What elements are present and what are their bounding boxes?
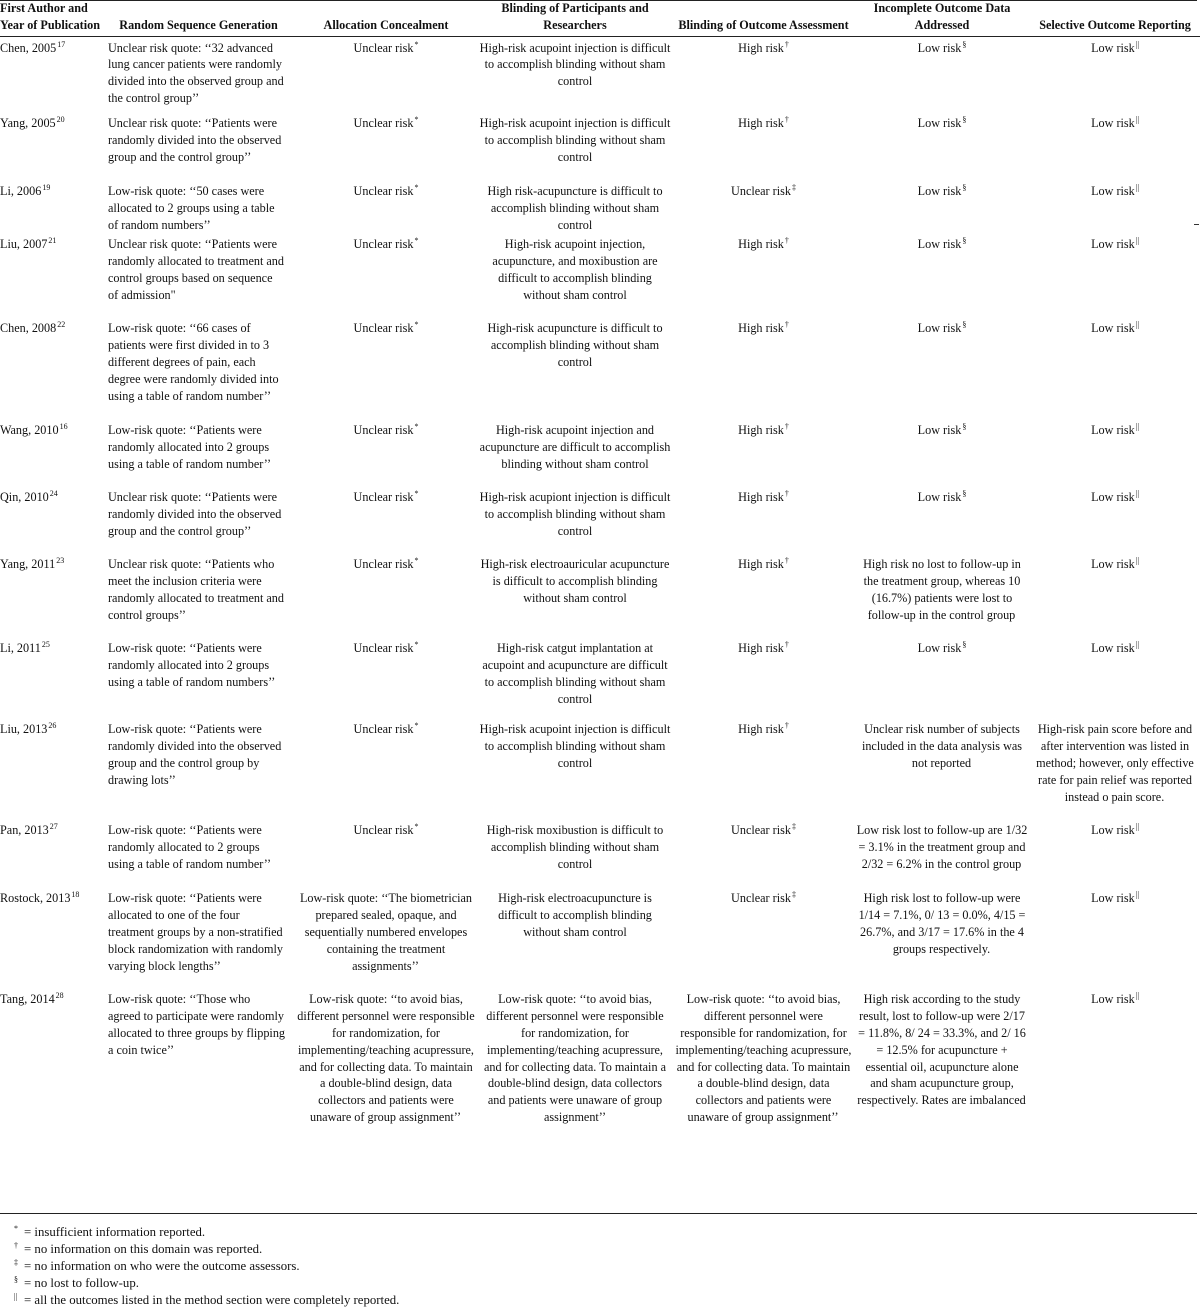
- incomplete-data-cell-footnote-mark: §: [962, 320, 967, 330]
- allocation-cell-text: Unclear risk: [353, 490, 414, 505]
- blinding-participants-cell: [477, 112, 673, 180]
- selective-reporting-cell-footnote-mark: ||: [1135, 236, 1139, 246]
- blinding-outcome-cell-text: High risk: [738, 557, 784, 572]
- allocation-cell-text: Unclear risk: [353, 184, 414, 199]
- header-selective-reporting: Selective Outcome Reporting: [1030, 0, 1200, 36]
- blinding-outcome-cell: [673, 36, 854, 112]
- incomplete-data-cell: [854, 887, 1030, 988]
- allocation-cell-footnote-mark: *: [414, 556, 419, 566]
- blinding-outcome-cell: [673, 419, 854, 486]
- blinding-outcome-cell-text: High risk: [738, 490, 784, 505]
- allocation-cell-text: Unclear risk: [353, 722, 414, 737]
- footnote-1: * = insufficient information reported.: [14, 1224, 206, 1239]
- blinding-participants-cell: [477, 233, 673, 317]
- author-cell-text: Wang, 2010: [0, 423, 59, 438]
- random-sequence-cell: [102, 718, 295, 819]
- allocation-cell-footnote-mark: *: [414, 115, 419, 125]
- author-cell-footnote-mark: 28: [55, 991, 64, 1001]
- blinding-outcome-cell: [673, 718, 854, 819]
- random-sequence-cell: [102, 819, 295, 887]
- author-cell-text: Yang, 2005: [0, 116, 56, 131]
- stray-dash-mark: [1194, 224, 1199, 225]
- author-cell-footnote-mark: 25: [41, 640, 50, 650]
- blinding-outcome-cell-text: High risk: [738, 40, 784, 55]
- allocation-cell: [295, 180, 477, 233]
- blinding-outcome-cell-footnote-mark: ‡: [791, 890, 796, 900]
- allocation-cell-text: Low-risk quote: ‘‘The biometrician prepared sealed, opaque, and sequentially numbered envelopes containing the treatment assignments’’: [299, 891, 473, 973]
- random-sequence-cell: [102, 112, 295, 180]
- allocation-cell-text: Unclear risk: [353, 641, 414, 656]
- author-cell-text: Qin, 2010: [0, 490, 49, 505]
- footnote-3: ‡ = no information on who were the outcome assessors.: [14, 1258, 300, 1273]
- blinding-outcome-cell: [673, 112, 854, 180]
- incomplete-data-cell: [854, 718, 1030, 819]
- selective-reporting-cell-text: Low risk: [1091, 237, 1135, 252]
- allocation-cell-footnote-mark: *: [414, 236, 419, 246]
- author-cell-footnote-mark: 23: [56, 556, 65, 566]
- blinding-outcome-cell: [673, 233, 854, 317]
- blinding-outcome-cell-text: Unclear risk: [731, 891, 791, 906]
- random-sequence-cell: [102, 317, 295, 419]
- footnote-5: || = all the outcomes listed in the method section were completely reported.: [14, 1292, 400, 1307]
- allocation-cell-footnote-mark: *: [414, 489, 419, 499]
- header-incomplete-data: Incomplete Outcome Data Addressed: [854, 0, 1030, 36]
- incomplete-data-cell-text: Low risk: [917, 321, 962, 336]
- selective-reporting-cell-footnote-mark: ||: [1135, 556, 1139, 566]
- selective-reporting-cell-text: Low risk: [1091, 116, 1135, 131]
- selective-reporting-cell-footnote-mark: ||: [1135, 183, 1139, 193]
- blinding-outcome-cell-footnote-mark: †: [784, 556, 789, 566]
- blinding-outcome-cell-text: High risk: [738, 237, 784, 252]
- selective-reporting-cell-text: Low risk: [1091, 423, 1135, 438]
- selective-reporting-cell: [1030, 637, 1200, 718]
- blinding-outcome-cell-footnote-mark: ‡: [791, 183, 796, 193]
- author-cell: [0, 317, 102, 419]
- random-sequence-cell-text: Low-risk quote: ‘‘Patients were randomly divided into the observed group and the control group by drawing lots’’: [108, 722, 282, 787]
- allocation-cell-footnote-mark: *: [414, 721, 419, 731]
- selective-reporting-cell: [1030, 317, 1200, 419]
- selective-reporting-cell-footnote-mark: ||: [1135, 320, 1139, 330]
- selective-reporting-cell-footnote-mark: ||: [1135, 822, 1139, 832]
- selective-reporting-cell: [1030, 36, 1200, 112]
- author-cell: [0, 988, 102, 1172]
- blinding-outcome-cell-footnote-mark: †: [784, 489, 789, 499]
- allocation-cell-text: Unclear risk: [353, 557, 414, 572]
- blinding-outcome-cell-text: Unclear risk: [731, 184, 791, 199]
- blinding-participants-cell: [477, 317, 673, 419]
- author-cell: [0, 819, 102, 887]
- author-cell-text: Yang, 2011: [0, 557, 56, 572]
- blinding-participants-cell-text: High-risk acupoint injection is difficult to accomplish blinding without sham control: [479, 722, 671, 771]
- selective-reporting-cell: [1030, 819, 1200, 887]
- random-sequence-cell: [102, 233, 295, 317]
- blinding-outcome-cell-text: High risk: [738, 423, 784, 438]
- table-row: [0, 819, 1200, 887]
- allocation-cell: [295, 36, 477, 112]
- random-sequence-cell-text: Low-risk quote: ‘‘Patients were randomly allocated into 2 groups using a table of random number’’: [108, 423, 272, 472]
- incomplete-data-cell-text: Unclear risk number of subjects included in the data analysis was not reported: [861, 722, 1023, 771]
- blinding-participants-cell-text: High-risk electroauricular acupuncture is difficult to accomplish blinding without sham control: [480, 557, 670, 606]
- selective-reporting-cell: [1030, 486, 1200, 553]
- blinding-participants-cell: [477, 819, 673, 887]
- incomplete-data-cell-text: Low risk lost to follow-up are 1/32 = 3.1% in the treatment group and 2/32 = 6.2% in the control group: [856, 823, 1028, 872]
- allocation-cell-text: Unclear risk: [353, 823, 414, 838]
- allocation-cell-text: Unclear risk: [353, 237, 414, 252]
- random-sequence-cell-text: Unclear risk quote: ‘‘Patients were randomly divided into the observed group and the control group’’: [108, 490, 282, 539]
- allocation-cell: [295, 419, 477, 486]
- incomplete-data-cell: [854, 36, 1030, 112]
- selective-reporting-cell: [1030, 718, 1200, 819]
- incomplete-data-cell-text: Low risk: [917, 40, 962, 55]
- allocation-cell-footnote-mark: *: [414, 822, 419, 832]
- blinding-outcome-cell: [673, 553, 854, 637]
- author-cell-text: Liu, 2007: [0, 237, 48, 252]
- author-cell-footnote-mark: 21: [48, 236, 57, 246]
- author-cell-text: Liu, 2013: [0, 722, 48, 737]
- table-row: [0, 988, 1200, 1172]
- blinding-outcome-cell-footnote-mark: †: [784, 640, 789, 650]
- blinding-outcome-cell: [673, 988, 854, 1172]
- header-blinding-participants: Blinding of Participants and Researchers: [477, 0, 673, 36]
- selective-reporting-cell-footnote-mark: ||: [1135, 640, 1139, 650]
- random-sequence-cell-text: Low-risk quote: ‘‘Patients were randomly allocated into 2 groups using a table of random numbers’’: [108, 641, 276, 690]
- random-sequence-cell-text: Unclear risk quote: ‘‘Patients were randomly allocated to treatment and control groups based on sequence of admission": [108, 237, 284, 302]
- selective-reporting-cell-footnote-mark: ||: [1135, 489, 1139, 499]
- incomplete-data-cell: [854, 486, 1030, 553]
- incomplete-data-cell-text: Low risk: [917, 490, 962, 505]
- blinding-participants-cell-text: High risk-acupuncture is difficult to accomplish blinding without sham control: [487, 184, 663, 232]
- blinding-participants-cell-text: High-risk moxibustion is difficult to accomplish blinding without sham control: [486, 823, 664, 872]
- blinding-outcome-cell-footnote-mark: ‡: [791, 822, 796, 832]
- allocation-cell-text: Low-risk quote: ‘‘to avoid bias, different personnel were responsible for randomization, for implementing/teaching acupressure, and for collecting data. To maintain a double-blind design, data collectors and patients were unaware of group assignment’’: [297, 992, 475, 1125]
- table-row: [0, 486, 1200, 553]
- incomplete-data-cell: [854, 112, 1030, 180]
- incomplete-data-cell-footnote-mark: §: [962, 183, 967, 193]
- table-row: [0, 112, 1200, 180]
- allocation-cell-text: Unclear risk: [353, 321, 414, 336]
- blinding-participants-cell-text: High-risk acupiont injection is difficult to accomplish blinding without sham control: [479, 490, 671, 539]
- blinding-outcome-cell: [673, 486, 854, 553]
- random-sequence-cell: [102, 988, 295, 1172]
- selective-reporting-cell-text: Low risk: [1091, 823, 1135, 838]
- random-sequence-cell-text: Low-risk quote: ‘‘50 cases were allocated to 2 groups using a table of random numbers’’: [108, 184, 275, 232]
- incomplete-data-cell: [854, 819, 1030, 887]
- table-row: [0, 233, 1200, 317]
- blinding-participants-cell-text: High-risk catgut implantation at acupoint and acupuncture are difficult to accomplish blinding without sham control: [482, 641, 668, 706]
- blinding-participants-cell: [477, 180, 673, 233]
- incomplete-data-cell-footnote-mark: §: [962, 640, 967, 650]
- author-cell-footnote-mark: 27: [49, 822, 58, 832]
- blinding-outcome-cell-footnote-mark: †: [784, 320, 789, 330]
- author-cell-text: Chen, 2008: [0, 321, 57, 336]
- selective-reporting-cell: [1030, 988, 1200, 1172]
- allocation-cell-text: Unclear risk: [353, 40, 414, 55]
- selective-reporting-cell-footnote-mark: ||: [1135, 115, 1139, 125]
- author-cell-footnote-mark: 16: [59, 422, 68, 432]
- blinding-participants-cell-text: High-risk acupuncture is difficult to accomplish blinding without sham control: [487, 321, 663, 370]
- blinding-outcome-cell-text: High risk: [738, 641, 784, 656]
- allocation-cell-footnote-mark: *: [414, 640, 419, 650]
- selective-reporting-cell-text: Low risk: [1091, 40, 1135, 55]
- author-cell-footnote-mark: 19: [42, 183, 51, 193]
- selective-reporting-cell-text: Low risk: [1091, 490, 1135, 505]
- allocation-cell: [295, 317, 477, 419]
- incomplete-data-cell: [854, 233, 1030, 317]
- random-sequence-cell-text: Low-risk quote: ‘‘66 cases of patients were first divided in to 3 different degrees of pain, each degree were randomly divided into using a table of random number’’: [108, 321, 279, 403]
- selective-reporting-cell-footnote-mark: ||: [1135, 422, 1139, 432]
- blinding-outcome-cell: [673, 317, 854, 419]
- incomplete-data-cell-text: Low risk: [917, 641, 962, 656]
- incomplete-data-cell-footnote-mark: §: [962, 489, 967, 499]
- random-sequence-cell-text: Unclear risk quote: ‘‘32 advanced lung cancer patients were randomly divided into the observed group and the control group’’: [108, 40, 284, 105]
- incomplete-data-cell-footnote-mark: §: [962, 115, 967, 125]
- blinding-outcome-cell-text: High risk: [738, 722, 784, 737]
- selective-reporting-cell-text: Low risk: [1091, 891, 1135, 906]
- blinding-outcome-cell-footnote-mark: †: [784, 115, 789, 125]
- author-cell-text: Pan, 2013: [0, 823, 49, 838]
- allocation-cell: [295, 233, 477, 317]
- blinding-participants-cell: [477, 887, 673, 988]
- selective-reporting-cell-footnote-mark: ||: [1135, 890, 1139, 900]
- allocation-cell-footnote-mark: *: [414, 39, 419, 49]
- random-sequence-cell-text: Low-risk quote: ‘‘Patients were allocated to one of the four treatment groups by a non-stratified block randomization with randomly varying block lengths’’: [108, 891, 283, 973]
- author-cell-text: Li, 2011: [0, 641, 41, 656]
- allocation-cell: [295, 887, 477, 988]
- author-cell: [0, 553, 102, 637]
- author-cell: [0, 36, 102, 112]
- blinding-participants-cell-text: High-risk electroacupuncture is difficult to accomplish blinding without sham control: [498, 891, 652, 940]
- incomplete-data-cell: [854, 317, 1030, 419]
- allocation-cell: [295, 553, 477, 637]
- selective-reporting-cell-footnote-mark: ||: [1135, 39, 1139, 49]
- incomplete-data-cell: [854, 637, 1030, 718]
- footnote-4: § = no lost to follow-up.: [14, 1275, 139, 1290]
- blinding-outcome-cell: [673, 819, 854, 887]
- author-cell: [0, 180, 102, 233]
- allocation-cell: [295, 112, 477, 180]
- author-cell-text: Li, 2006: [0, 184, 42, 199]
- blinding-participants-cell: [477, 637, 673, 718]
- blinding-outcome-cell: [673, 637, 854, 718]
- selective-reporting-cell-text: Low risk: [1091, 321, 1135, 336]
- header-allocation: Allocation Concealment: [295, 0, 477, 36]
- allocation-cell: [295, 819, 477, 887]
- random-sequence-cell-text: Unclear risk quote: ‘‘Patients who meet the inclusion criteria were randomly allocated to treatment and control groups’’: [108, 557, 284, 622]
- header-random-sequence: Random Sequence Generation: [102, 0, 295, 36]
- selective-reporting-cell: [1030, 553, 1200, 637]
- allocation-cell-text: Unclear risk: [353, 116, 414, 131]
- selective-reporting-cell-text: Low risk: [1091, 992, 1135, 1007]
- table-row: [0, 718, 1200, 819]
- author-cell: [0, 718, 102, 819]
- allocation-cell: [295, 718, 477, 819]
- blinding-participants-cell: [477, 718, 673, 819]
- random-sequence-cell-text: Low-risk quote: ‘‘Those who agreed to participate were randomly allocated to three groups by flipping a coin twice’’: [108, 992, 286, 1057]
- blinding-participants-cell: [477, 553, 673, 637]
- blinding-participants-cell: [477, 419, 673, 486]
- author-cell: [0, 887, 102, 988]
- table-row: [0, 317, 1200, 419]
- author-cell-footnote-mark: 22: [57, 320, 66, 330]
- header-row: [0, 0, 1200, 36]
- selective-reporting-cell: [1030, 180, 1200, 233]
- blinding-participants-cell-text: High-risk acupoint injection is difficult to accomplish blinding without sham control: [479, 40, 671, 89]
- random-sequence-cell-text: Low-risk quote: ‘‘Patients were randomly allocated to 2 groups using a table of random number’’: [108, 823, 272, 872]
- incomplete-data-cell-text: High risk lost to follow-up were 1/14 = 7.1%, 0/ 13 = 0.0%, 4/15 = 26.7%, and 3/17 = 17.6% in the 4 groups respectively.: [858, 891, 1026, 956]
- author-cell: [0, 112, 102, 180]
- allocation-cell: [295, 988, 477, 1172]
- table-row: [0, 887, 1200, 988]
- random-sequence-cell: [102, 419, 295, 486]
- author-cell: [0, 233, 102, 317]
- footnote-2: † = no information on this domain was reported.: [14, 1241, 263, 1256]
- author-cell-footnote-mark: 20: [56, 115, 65, 125]
- random-sequence-cell: [102, 36, 295, 112]
- table-row: [0, 637, 1200, 718]
- blinding-participants-cell-text: High-risk acupoint injection is difficult to accomplish blinding without sham control: [479, 116, 671, 164]
- author-cell: [0, 637, 102, 718]
- incomplete-data-cell: [854, 419, 1030, 486]
- table-row: [0, 553, 1200, 637]
- random-sequence-cell: [102, 637, 295, 718]
- random-sequence-cell: [102, 486, 295, 553]
- author-cell: [0, 419, 102, 486]
- blinding-outcome-cell: [673, 887, 854, 988]
- random-sequence-cell-text: Unclear risk quote: ‘‘Patients were randomly divided into the observed group and the control group’’: [108, 116, 282, 164]
- header-blinding-outcome: Blinding of Outcome Assessment: [673, 0, 854, 36]
- blinding-participants-cell: [477, 36, 673, 112]
- random-sequence-cell: [102, 180, 295, 233]
- table-row: [0, 419, 1200, 486]
- blinding-participants-cell: [477, 988, 673, 1172]
- blinding-participants-cell-text: Low-risk quote: ‘‘to avoid bias, different personnel were responsible for randomization, for implementing/teaching acupressure, and for collecting data. To maintain a double-blind design, data collectors and patients were unaware of group assignment’’: [483, 992, 666, 1125]
- blinding-outcome-cell-footnote-mark: †: [784, 39, 789, 49]
- selective-reporting-cell: [1030, 887, 1200, 988]
- table-row: [0, 36, 1200, 112]
- allocation-cell-text: Unclear risk: [353, 423, 414, 438]
- author-cell-footnote-mark: 24: [49, 489, 58, 499]
- table-body: [0, 36, 1200, 1172]
- header-author: First Author and Year of Publication: [0, 0, 102, 36]
- incomplete-data-cell-text: Low risk: [917, 423, 962, 438]
- author-cell-footnote-mark: 18: [71, 890, 80, 900]
- incomplete-data-cell-footnote-mark: §: [962, 422, 967, 432]
- random-sequence-cell: [102, 887, 295, 988]
- author-cell-text: Tang, 2014: [0, 992, 55, 1007]
- blinding-outcome-cell-footnote-mark: †: [784, 721, 789, 731]
- selective-reporting-cell-text: Low risk: [1091, 557, 1135, 572]
- selective-reporting-cell-text: Low risk: [1091, 184, 1135, 199]
- blinding-outcome-cell-text: High risk: [738, 321, 784, 336]
- incomplete-data-cell-text: Low risk: [917, 184, 962, 199]
- selective-reporting-cell: [1030, 419, 1200, 486]
- selective-reporting-cell-text: Low risk: [1091, 641, 1135, 656]
- selective-reporting-cell-text: High-risk pain score before and after intervention was listed in method; however, only effective rate for pain relief was reported instead o pain score.: [1036, 722, 1194, 804]
- table-row: [0, 180, 1200, 233]
- footnotes: [14, 1224, 399, 1309]
- author-cell-footnote-mark: 26: [48, 721, 57, 731]
- incomplete-data-cell-text: Low risk: [917, 116, 962, 131]
- allocation-cell-footnote-mark: *: [414, 183, 419, 193]
- incomplete-data-cell-footnote-mark: §: [962, 39, 967, 49]
- allocation-cell: [295, 486, 477, 553]
- incomplete-data-cell-text: High risk according to the study result, lost to follow-up were 2/17 = 11.8%, 8/ 24 = 33.3%, and 2/ 16 = 12.5% for acupuncture + essential oil, acupuncture alone and sham acupuncture group, respectively. Rates are imbalanced: [857, 992, 1026, 1108]
- bottom-rule: [0, 1213, 1197, 1214]
- author-cell-footnote-mark: 17: [57, 39, 66, 49]
- author-cell: [0, 486, 102, 553]
- blinding-outcome-cell-text: Low-risk quote: ‘‘to avoid bias, different personnel were responsible for randomization, for implementing/teaching acupressure, and for collecting data. To maintain a double-blind design, data collectors and patients were unaware of group assignment’’: [675, 992, 852, 1125]
- selective-reporting-cell-footnote-mark: ||: [1135, 991, 1139, 1001]
- blinding-participants-cell-text: High-risk acupoint injection, acupuncture, and moxibustion are difficult to accomplish blinding without sham control: [492, 237, 658, 302]
- selective-reporting-cell: [1030, 233, 1200, 317]
- allocation-cell-footnote-mark: *: [414, 422, 419, 432]
- blinding-outcome-cell-footnote-mark: †: [784, 422, 789, 432]
- incomplete-data-cell-text: Low risk: [917, 237, 962, 252]
- blinding-participants-cell: [477, 486, 673, 553]
- incomplete-data-cell: [854, 988, 1030, 1172]
- incomplete-data-cell-text: High risk no lost to follow-up in the treatment group, whereas 10 (16.7%) patients were lost to follow-up in the control group: [863, 557, 1021, 622]
- incomplete-data-cell: [854, 553, 1030, 637]
- random-sequence-cell: [102, 553, 295, 637]
- blinding-outcome-cell-footnote-mark: †: [784, 236, 789, 246]
- blinding-outcome-cell-text: High risk: [738, 116, 784, 131]
- allocation-cell: [295, 637, 477, 718]
- incomplete-data-cell-footnote-mark: §: [962, 236, 967, 246]
- author-cell-text: Chen, 2005: [0, 40, 57, 55]
- author-cell-text: Rostock, 2013: [0, 891, 71, 906]
- selective-reporting-cell: [1030, 112, 1200, 180]
- allocation-cell-footnote-mark: *: [414, 320, 419, 330]
- blinding-outcome-cell: [673, 180, 854, 233]
- blinding-outcome-cell-text: Unclear risk: [731, 823, 791, 838]
- incomplete-data-cell: [854, 180, 1030, 233]
- blinding-participants-cell-text: High-risk acupoint injection and acupuncture are difficult to accomplish blinding without sham control: [479, 423, 671, 472]
